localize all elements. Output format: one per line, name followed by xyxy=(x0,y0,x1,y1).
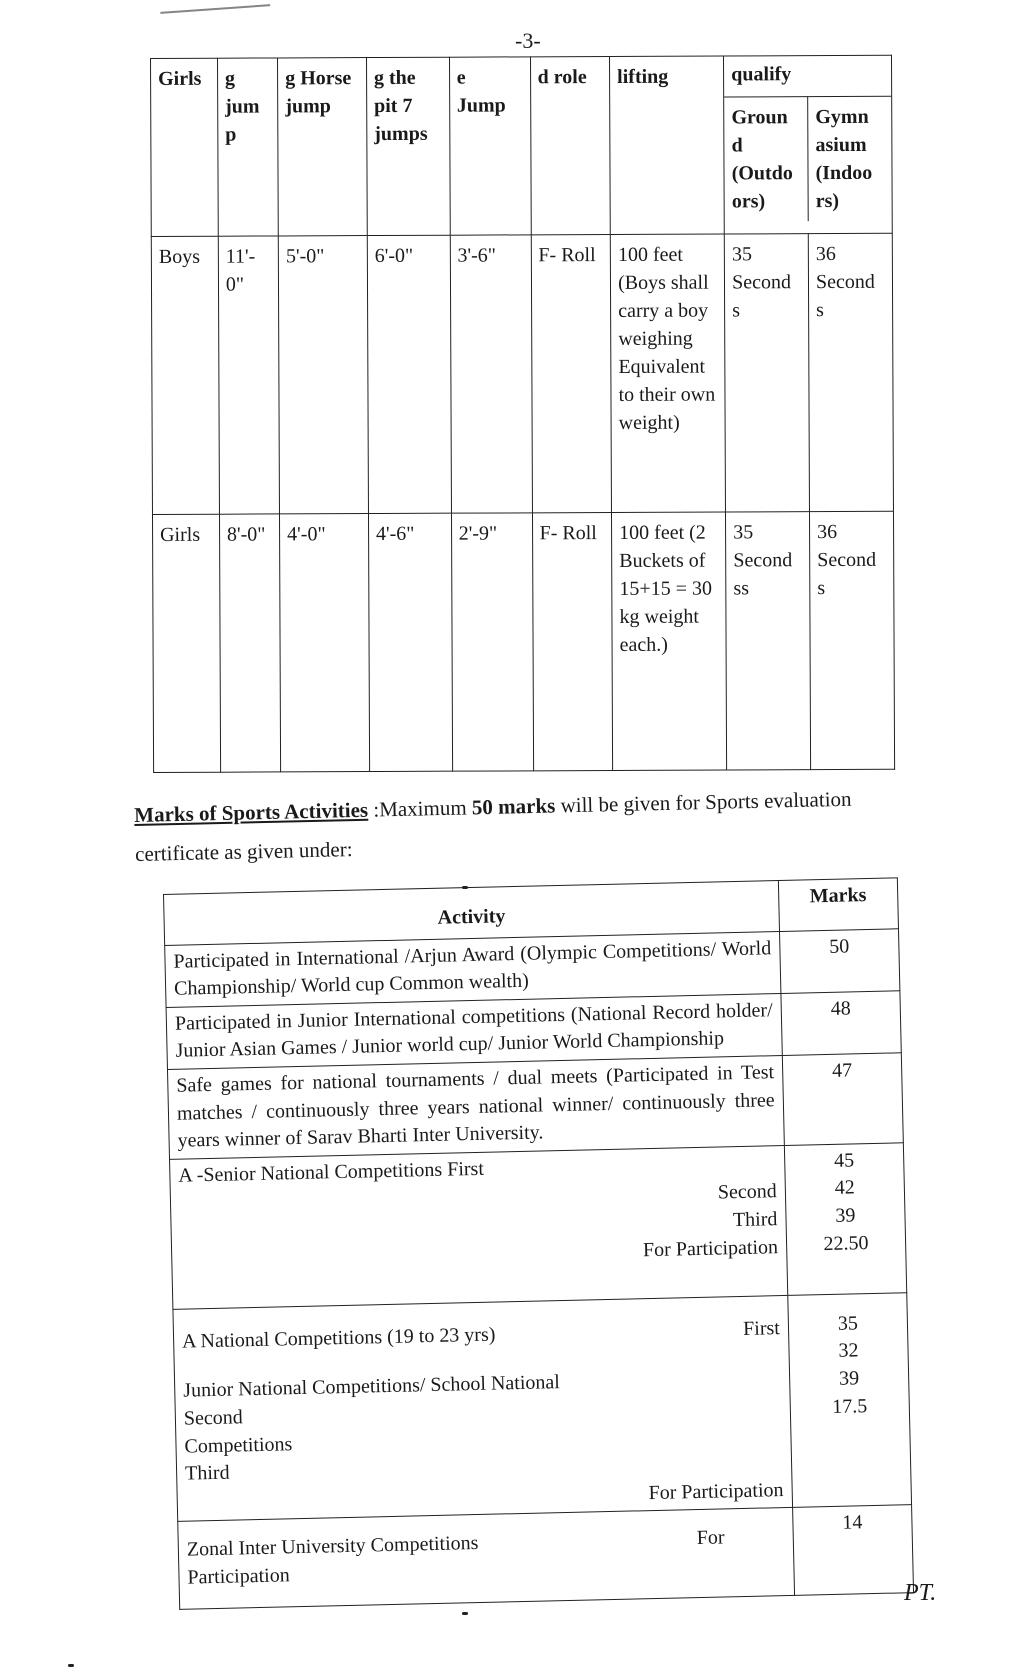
girls-lifting: 100 feet (2 Buckets of 15+15 = 30 kg weight each.) xyxy=(612,512,727,770)
marks-international: 50 xyxy=(779,928,900,993)
marks-heading-title: Marks of Sports Activities xyxy=(133,797,369,827)
boys-horse-jump: 5'-0" xyxy=(278,236,368,514)
speck xyxy=(68,1664,74,1667)
row-label-boys: Boys xyxy=(151,236,219,514)
girls-forward-role: F- Roll xyxy=(532,512,613,770)
table-row-girls xyxy=(152,511,894,772)
table-row xyxy=(167,1053,903,1159)
header-cell-long-jump: g jum p xyxy=(217,58,278,236)
boys-pit-jumps: 6'-0" xyxy=(367,235,451,513)
qualify-ground-outdoors: Groun d (Outdo ors) xyxy=(724,97,808,222)
marks-zonal-inter-university: 14 xyxy=(792,1505,913,1596)
header-cell-lifting: lifting xyxy=(610,56,725,234)
girls-long-jump: 8'-0" xyxy=(219,514,280,772)
boys-ground-time: 35 Second s xyxy=(724,234,809,512)
activity-national-19-23: A National Competitions (19 to 23 yrs) First Junior National Competitions/ School National Second Competitions Third For Participation xyxy=(173,1295,792,1521)
top-scribble xyxy=(160,0,270,14)
column-header-activity: Activity xyxy=(164,881,780,946)
speck xyxy=(462,886,468,889)
table-row xyxy=(173,1292,912,1521)
activity-junior-international: Participated in Junior International competitions (National Record holder/ Junior Asian Games / Junior world cup/ Junior World Championship xyxy=(166,993,782,1069)
table-row xyxy=(170,1143,907,1310)
column-header-marks: Marks xyxy=(778,878,898,931)
qualify-subtable xyxy=(724,96,891,222)
fitness-standards-table xyxy=(150,55,895,773)
header-cell-high-jump: e Jump xyxy=(449,57,531,235)
header-cell-qualify xyxy=(724,55,893,234)
girls-gym-time: 36 Second s xyxy=(810,511,895,769)
row-label-girls: Girls xyxy=(152,514,220,772)
marks-national-19-23: 35 32 39 17.5 xyxy=(788,1292,912,1507)
marks-heading xyxy=(134,788,895,865)
qualify-gymnasium-indoors: Gymn asium (Indoo rs) xyxy=(808,96,892,221)
marks-heading-max: 50 marks xyxy=(471,793,556,820)
header-cell-horse-jump: g Horse jump xyxy=(278,58,368,236)
girls-horse-jump: 4'-0" xyxy=(280,514,370,772)
activity-international: Participated in International /Arjun Award (Olympic Competitions/ World Championship/ World cup Common wealth) xyxy=(165,931,781,1007)
girls-pit-jumps: 4'-6" xyxy=(368,513,452,771)
page-number-mark: -3- xyxy=(515,28,541,53)
table-header-row xyxy=(151,55,893,236)
marks-heading-line2: certificate as given under: xyxy=(134,837,353,866)
marks-safe-games: 47 xyxy=(782,1053,903,1145)
girls-high-jump: 2'-9" xyxy=(451,513,533,771)
activity-safe-games: Safe games for national tournaments / dual meets (Participated in Test matches / continuously three years national winner/ continuously three years winner of Sarav Bharti Inter University. xyxy=(167,1055,784,1159)
pt-handwritten-mark: PT. xyxy=(904,1580,937,1606)
boys-gym-time: 36 Second s xyxy=(808,233,893,511)
marks-senior-national: 45 42 39 22.50 xyxy=(784,1143,907,1296)
activity-zonal-inter-university: Zonal Inter University Competitions For Participation xyxy=(178,1508,795,1610)
boys-forward-role: F- Roll xyxy=(531,234,612,512)
table-row-boys xyxy=(151,233,893,514)
boys-lifting: 100 feet (Boys shall carry a boy weighing Equivalent to their own weight) xyxy=(610,234,725,512)
sports-marks-table xyxy=(163,877,914,1610)
activity-senior-national: A -Senior National Competitions First Second Third For Participation xyxy=(170,1145,788,1309)
boys-high-jump: 3'-6" xyxy=(450,235,532,513)
boys-long-jump: 11'- 0" xyxy=(218,236,279,514)
marks-heading-rest: will be given for Sports evaluation xyxy=(555,786,852,818)
table-row xyxy=(178,1505,914,1610)
qualify-label: qualify xyxy=(731,63,792,86)
girls-ground-time: 35 Second ss xyxy=(726,512,811,770)
header-cell-pit-jumps: g the pit 7 jumps xyxy=(366,57,450,235)
marks-heading-sep: :Maximum xyxy=(367,795,473,822)
marks-junior-international: 48 xyxy=(781,991,902,1056)
speck xyxy=(462,1612,468,1615)
header-cell-forward-role: d role xyxy=(530,56,610,234)
header-cell-girls: Girls xyxy=(151,58,219,236)
